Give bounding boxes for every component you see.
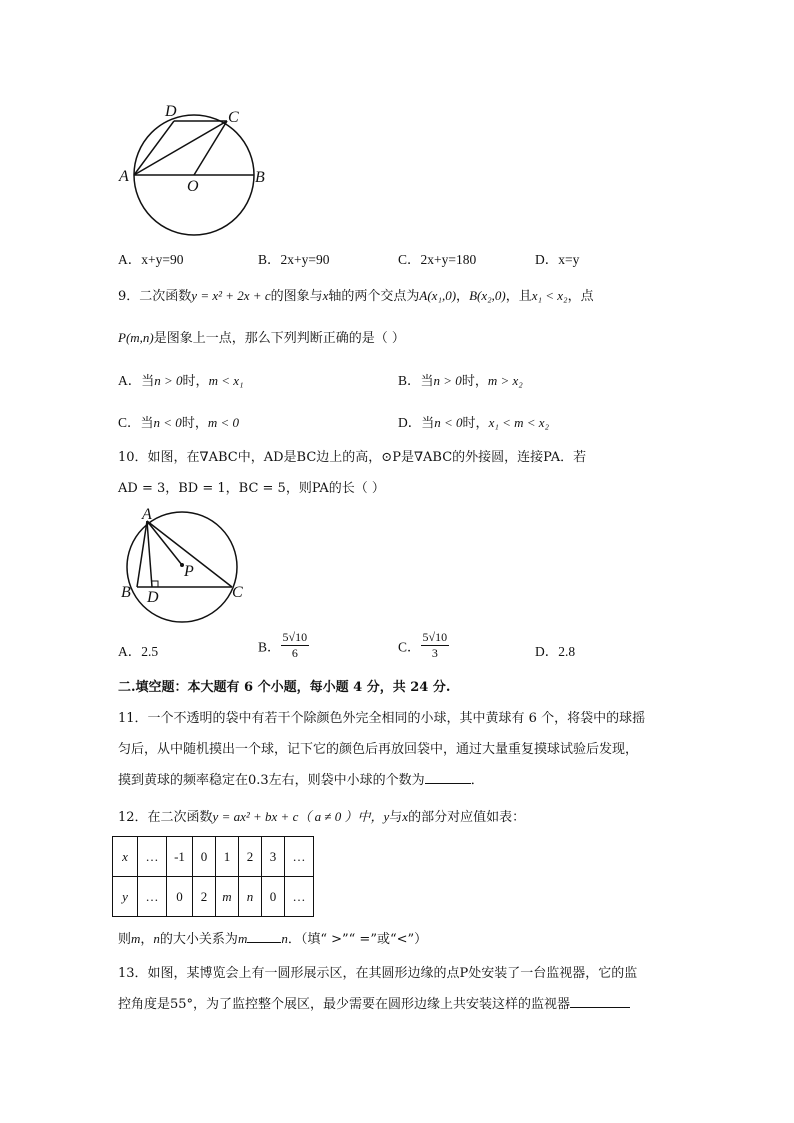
q12-answer-line: 则m，n的大小关系为m n．（填“ >”“ =”或“<”）: [118, 931, 428, 947]
table-cell: 3: [262, 837, 285, 877]
q10-stem-line1: 10．如图，在∇ABC中，AD是BC边上的高，⊙P是∇ABC的外接圆，连接PA．若: [118, 450, 587, 465]
q9-point-b: B(x₂,0): [469, 288, 506, 303]
label-c: C: [232, 584, 243, 601]
radius-oc: [194, 121, 227, 175]
q12-function: y = ax² + bx + c: [212, 809, 299, 824]
table-cell: x: [113, 837, 138, 877]
table-cell: -1: [167, 837, 193, 877]
table-cell: y: [113, 877, 138, 917]
altitude-ad: [147, 521, 152, 587]
table-cell: …: [138, 837, 167, 877]
segment-pa: [147, 521, 182, 565]
q8-option-b[interactable]: B．2x+y=90: [258, 252, 330, 267]
q13-line1: 13．如图，某博览会上有一圆形展示区，在其圆形边缘的点P处安装了一台监视器，它的监: [118, 966, 638, 981]
q9-option-c[interactable]: C．当n < 0时，m < 0: [118, 415, 239, 431]
q8-option-d[interactable]: D．x=y: [535, 252, 580, 267]
table-cell: n: [239, 877, 262, 917]
table-cell: 1: [216, 837, 239, 877]
table-row-x: [113, 837, 314, 877]
circle-figure-2: [112, 505, 252, 625]
q9-option-b[interactable]: B．当n > 0时，m > x₂: [398, 373, 523, 389]
table-cell: …: [285, 837, 314, 877]
label-d: D: [147, 589, 159, 606]
q9-option-a[interactable]: A．当n > 0时，m < x₁: [118, 373, 244, 389]
q8-option-c[interactable]: C．2x+y=180: [398, 252, 477, 267]
q9-stem-line1: 9．二次函数y = x² + 2x + c的图象与x轴的两个交点为A(x₁,0)，B(x₂,0)，且x₁ < x₂，点: [118, 288, 594, 304]
side-ab: [137, 521, 147, 587]
table-cell: 2: [239, 837, 262, 877]
q9-function: y = x² + 2x + c: [191, 288, 271, 303]
table-cell: 2: [193, 877, 216, 917]
q10-stem-line2: AD = 3，BD = 1，BC = 5，则PA的长（ ）: [118, 481, 385, 496]
label-c: C: [228, 109, 239, 126]
chord-ac: [134, 121, 227, 175]
label-p: P: [184, 563, 194, 580]
q10-option-b[interactable]: B． $\frac{5√10}{6}$: [258, 630, 308, 660]
right-angle-mark: [152, 581, 158, 587]
circle-figure-1: [112, 96, 282, 236]
q12-stem: 12．在二次函数y = ax² + bx + c（ a ≠ 0 ）中，y与x的部分对应值如表：: [118, 809, 526, 825]
q11-line3: 摸到黄球的频率稳定在0.3左右，则袋中小球的个数为 ．: [118, 773, 484, 788]
q10-option-d[interactable]: D．2.8: [535, 644, 576, 659]
table-cell: …: [285, 877, 314, 917]
q13-answer-blank[interactable]: [570, 995, 630, 1008]
q9-stem-line2: P(m,n)是图象上一点，那么下列判断正确的是（ ）: [118, 330, 405, 346]
q12-answer-blank[interactable]: [247, 930, 281, 943]
table-cell: 0: [167, 877, 193, 917]
label-b: B: [255, 169, 265, 186]
q11-line2: 匀后，从中随机摸出一个球，记下它的颜色后再放回袋中，通过大量重复摸球试验后发现，: [118, 742, 639, 757]
section-heading-fill-in: 二.填空题：本大题有 6 个小题，每小题 4 分，共 24 分.: [118, 680, 451, 695]
table-cell: …: [138, 877, 167, 917]
q8-option-a[interactable]: A．x+y=90: [118, 252, 184, 267]
table-cell: m: [216, 877, 239, 917]
q9-point-p: P(m,n): [118, 330, 154, 345]
q10-option-c[interactable]: C． $\frac{5√10}{3}$: [398, 630, 448, 660]
table-row-y: [113, 877, 314, 917]
label-b: B: [121, 584, 131, 601]
label-a: A: [142, 506, 152, 523]
label-a: A: [119, 168, 129, 185]
label-o: O: [187, 178, 199, 195]
table-cell: 0: [262, 877, 285, 917]
label-d: D: [165, 103, 177, 120]
q13-line2: 控角度是55°，为了监控整个展区，最少需要在圆形边缘上共安装这样的监视器: [118, 993, 630, 1012]
table-cell: 0: [193, 837, 216, 877]
q9-point-a: A(x₁,0): [419, 288, 457, 303]
values-table: [112, 836, 314, 917]
q11-answer-blank[interactable]: [425, 771, 471, 784]
q9-option-d[interactable]: D．当n < 0时，x₁ < m < x₂: [398, 415, 550, 431]
q11-line1: 11．一个不透明的袋中有若干个除颜色外完全相同的小球，其中黄球有 6 个，将袋中的球摇: [118, 711, 646, 726]
q10-option-a[interactable]: A．2.5: [118, 644, 159, 659]
